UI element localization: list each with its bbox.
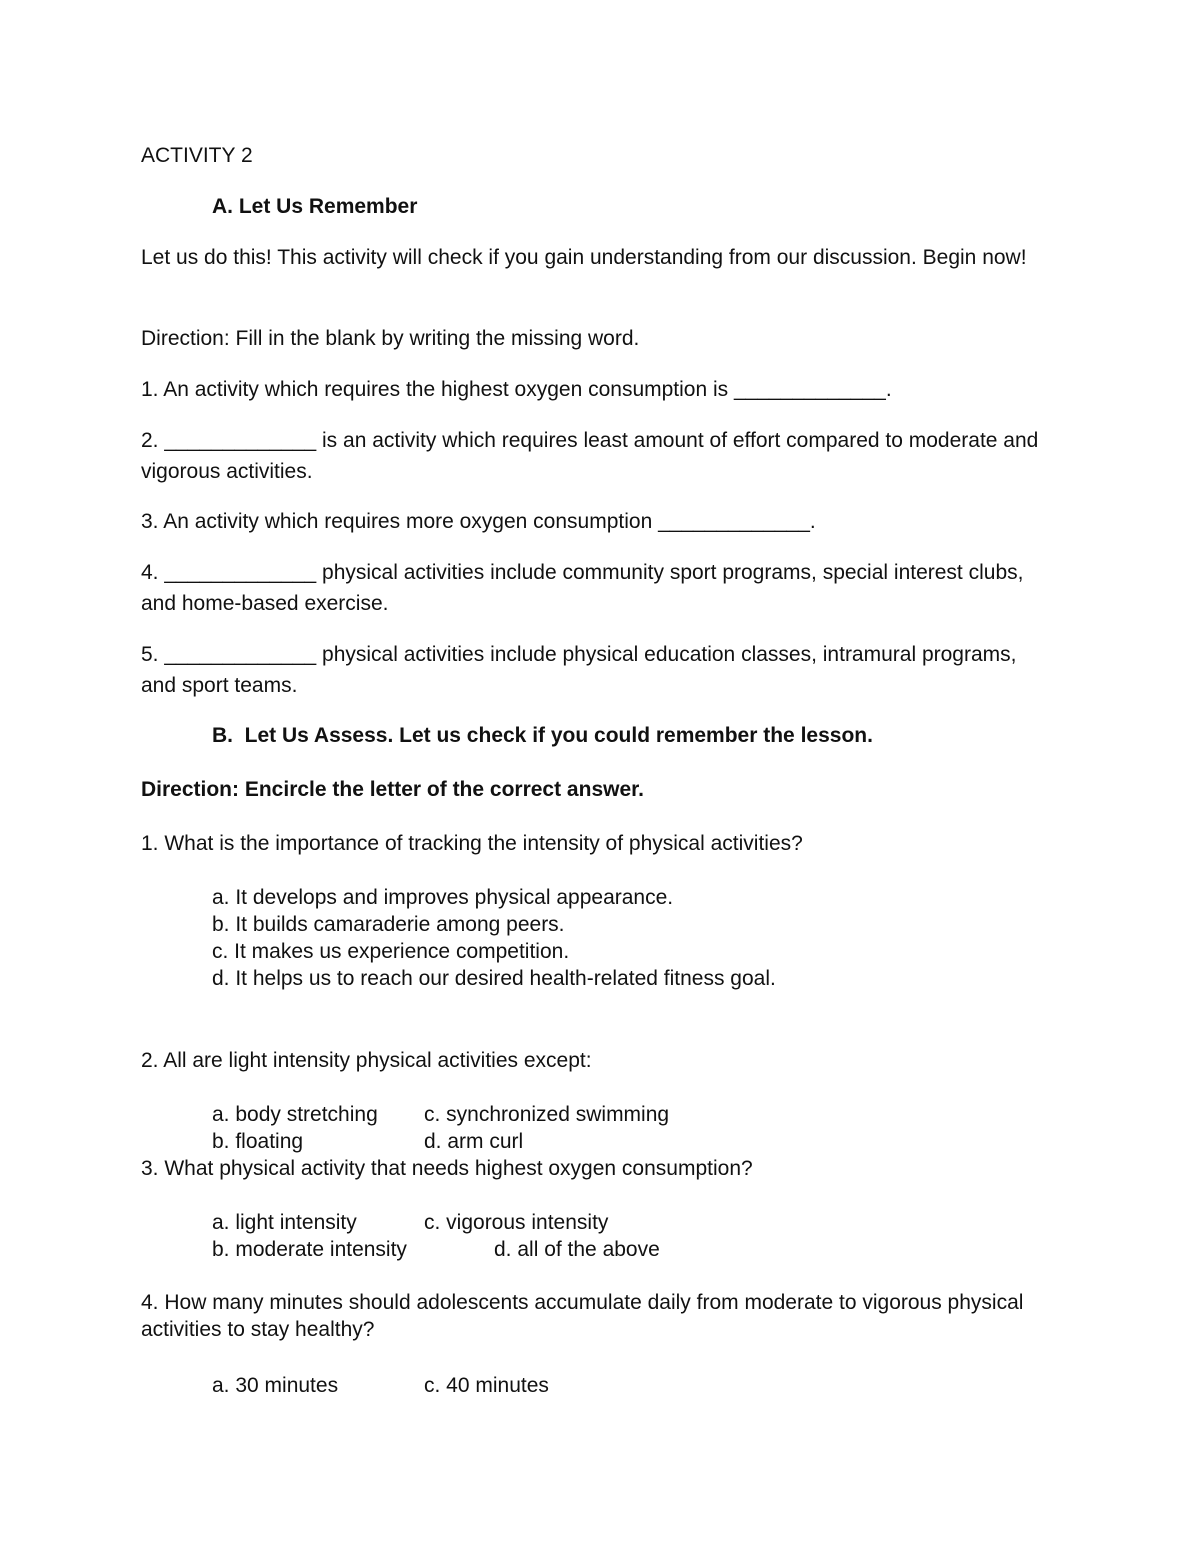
fill-blank-item-5: 5. _____________ physical activities include physical education classes, intramural programs, and sport teams. [141, 643, 1017, 697]
q3-option-b: b. moderate intensity [212, 1238, 407, 1261]
section-a-heading: A. Let Us Remember [212, 195, 418, 218]
q3-option-c: c. vigorous intensity [424, 1211, 609, 1234]
section-a-direction: Direction: Fill in the blank by writing the missing word. [141, 327, 640, 350]
q1-option-b: b. It builds camaraderie among peers. [212, 913, 565, 936]
section-b-heading: B. Let Us Assess. Let us check if you could remember the lesson. [212, 724, 873, 747]
q1-option-a: a. It develops and improves physical appearance. [212, 886, 674, 909]
question-4: 4. How many minutes should adolescents accumulate daily from moderate to vigorous physical activities to stay healthy? [141, 1291, 1024, 1341]
q4-option-c: c. 40 minutes [424, 1374, 549, 1397]
activity-title: ACTIVITY 2 [141, 144, 253, 167]
fill-blank-item-4: 4. _____________ physical activities include community sport programs, special interest clubs, and home-based exercise. [141, 561, 1024, 615]
q1-option-c: c. It makes us experience competition. [212, 940, 570, 963]
fill-blank-item-2: 2. _____________ is an activity which requires least amount of effort compared to moderate and vigorous activities. [141, 429, 1039, 483]
question-3: 3. What physical activity that needs highest oxygen consumption? [141, 1157, 753, 1180]
q2-option-c: c. synchronized swimming [424, 1103, 670, 1126]
question-1: 1. What is the importance of tracking the intensity of physical activities? [141, 832, 803, 855]
q2-option-a: a. body stretching [212, 1103, 378, 1126]
fill-blank-item-3: 3. An activity which requires more oxygen consumption _____________. [141, 510, 816, 533]
q4-option-a: a. 30 minutes [212, 1374, 339, 1397]
q3-option-d: d. all of the above [494, 1238, 660, 1261]
section-b-direction: Direction: Encircle the letter of the correct answer. [141, 778, 644, 801]
q2-option-d: d. arm curl [424, 1130, 524, 1153]
q2-option-b: b. floating [212, 1130, 304, 1153]
fill-blank-item-1: 1. An activity which requires the highest oxygen consumption is _____________. [141, 378, 892, 401]
q1-option-d: d. It helps us to reach our desired health-related fitness goal. [212, 967, 776, 990]
q3-option-a: a. light intensity [212, 1211, 357, 1234]
section-a-intro: Let us do this! This activity will check if you gain understanding from our discussion. Begin now! [141, 246, 1027, 269]
question-2: 2. All are light intensity physical activities except: [141, 1049, 592, 1072]
